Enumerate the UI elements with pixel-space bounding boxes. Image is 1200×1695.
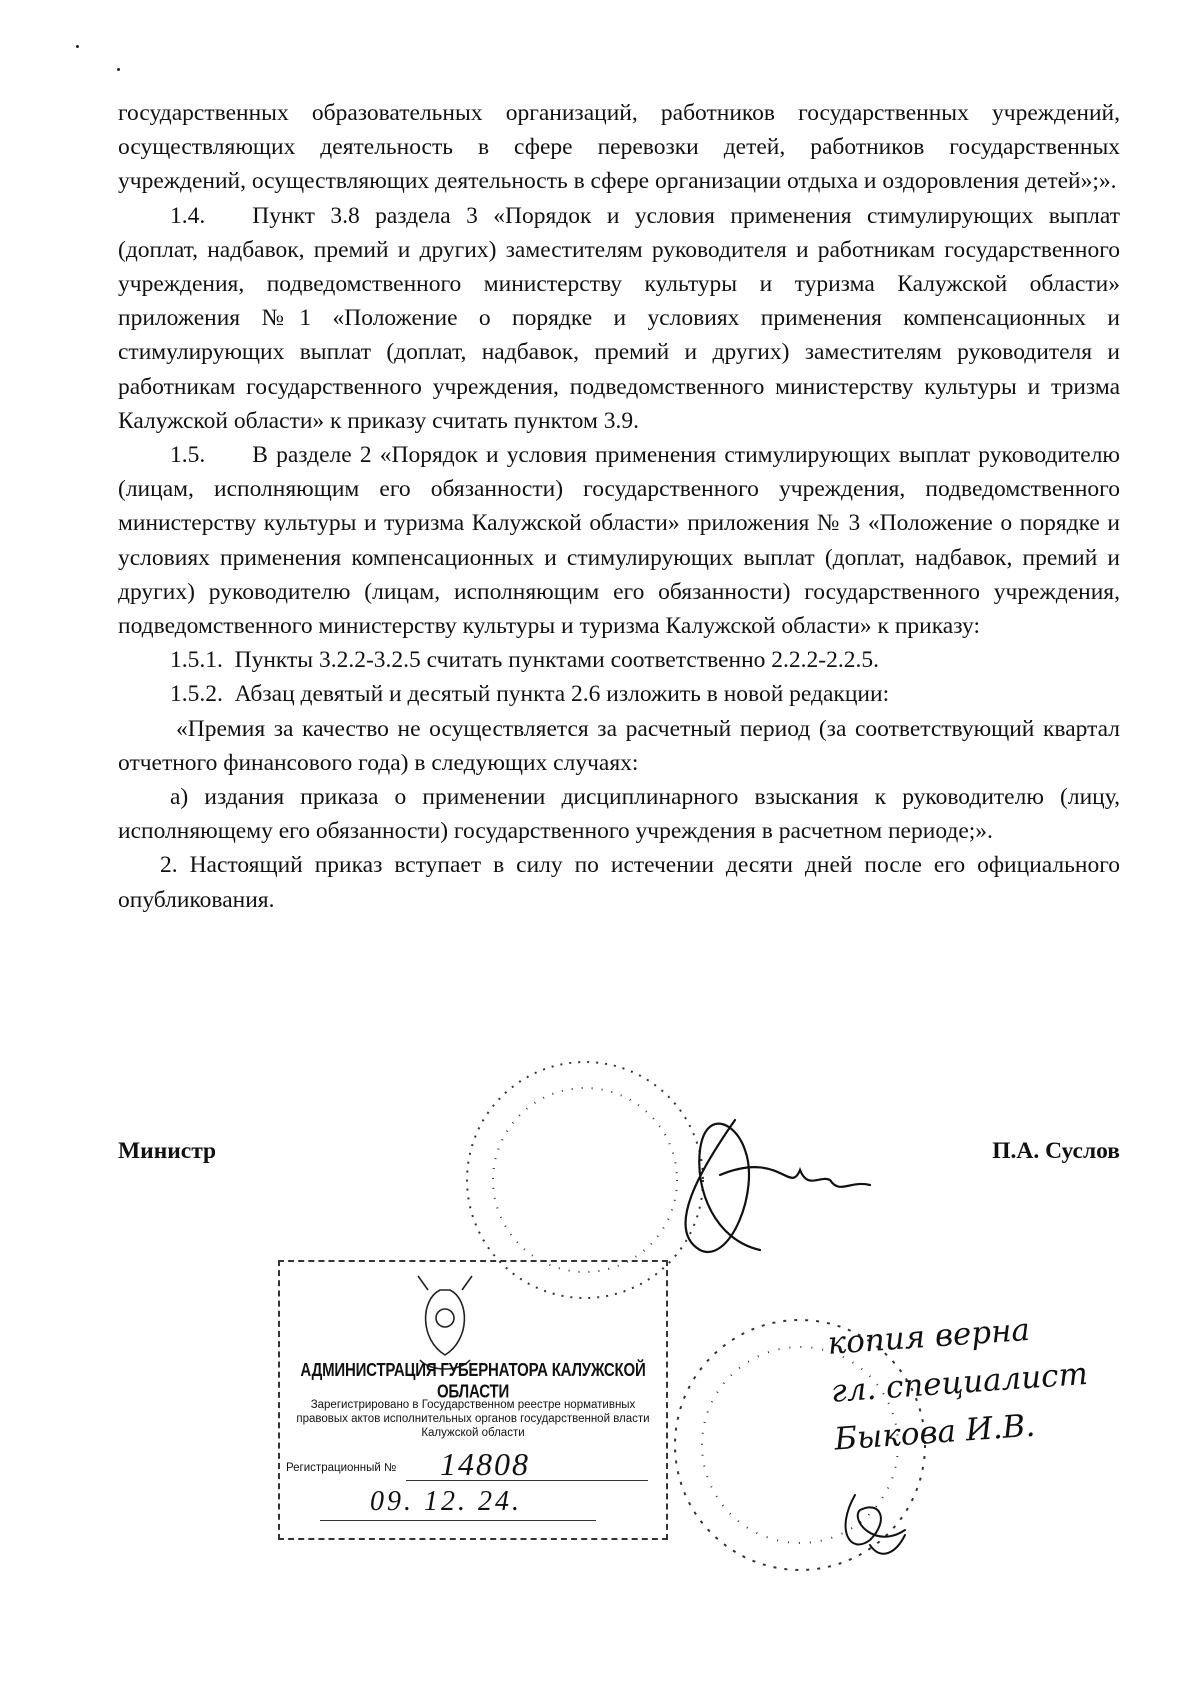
paragraph-1-4: 1.4. Пункт 3.8 раздела 3 «Порядок и условия применения стимулирующих выплат (доплат, надбавок, премий и других) заместителям руководителя и работникам государственного учреждения, подведомственного министерству культуры и туризма Калужской области» приложения №1 «Положение о порядке и условиях применения компенсационных и стимулирующих выплат (доплат, надбавок, премий и других) заместителям руководителя и работникам государственного учреждения, подведомственного министерству культуры и тризма Калужской области» к приказу считать пунктом 3.9. (118, 202, 1120, 434)
stamp-date-underline (320, 1520, 596, 1521)
certification-line-3: Быкова И.В. (833, 1407, 1037, 1458)
paragraph-2: 2. Настоящий приказ вступает в силу по истечении десяти дней после его официального опубликования. (118, 852, 1120, 913)
paragraph-quote: «Премия за качество не осуществляется за расчетный период (за соответствующий квартал отчетного финансового года) в следующих случаях: (118, 715, 1120, 776)
paragraph-1-5-2: 1.5.2. Абзац девятый и десятый пункта 2.6 изложить в новой редакции: (170, 681, 890, 708)
stamp-reg-number: 14808 (440, 1446, 530, 1482)
stamp-reg-label: Регистрационный № (286, 1462, 397, 1474)
stamp-text: Зарегистрировано в Государственном реестре нормативных правовых актов исполнительных органов государственной власти Калужской области (296, 1399, 650, 1439)
paragraph-continuation: государственных образовательных организаций, работников государственных учреждений, осуществляющих деятельность в сфере перевозки детей, работников государственных учреждений, осуществляющих деятельность в сфере организации отдыха и оздоровления детей»;». (118, 100, 1120, 195)
paragraph-1-5: 1.5. В разделе 2 «Порядок и условия применения стимулирующих выплат руководителю (лицам, исполняющим его обязанности) государственного учреждения, подведомственного министерству культуры и туризма Калужской области» приложения № 3 «Положение о порядке и условиях применения компенсационных и стимулирующих выплат (доплат, надбавок, премий и других) руководителю (лицам, исполняющим его обязанности) государственного учреждения, подведомственного министерству культуры и туризма Калужской области» к приказу: (118, 442, 1120, 640)
certification-line-2: гл. специалист (829, 1355, 1089, 1410)
minister-signature (686, 1120, 870, 1252)
stamp-title: АДМИНИСТРАЦИЯ ГУБЕРНАТОРА КАЛУЖСКОЙ ОБЛАСТИ (300, 1359, 646, 1403)
signatory-position: Министр (118, 1138, 217, 1164)
paragraph-item-a: а) издания приказа о применении дисциплинарного взыскания к руководителю (лицу, исполняющему его обязанности) государственного учреждения в расчетном периоде;». (118, 784, 1120, 845)
certification-note (826, 1302, 1093, 1464)
signatory-name: П.А. Суслов (992, 1138, 1120, 1164)
certifier-signature (846, 1495, 905, 1554)
certification-line-1: копия верна (826, 1311, 1032, 1362)
paragraph-1-5-1: 1.5.1. Пункты 3.2.2-3.2.5 считать пунктами соответственно 2.2.2-2.2.5. (170, 647, 879, 674)
registration-stamp (278, 1260, 668, 1540)
stamp-date: 09. 12. 24. (370, 1486, 522, 1517)
